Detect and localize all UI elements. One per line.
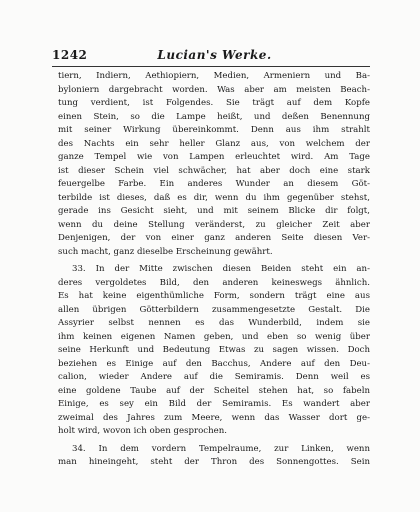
text-line: Einige, es sey ein Bild der Semiramis. Es wandert aber: [58, 399, 370, 409]
text-line: ganze Tempel wie von Lampen erleuchtet wird. Am Tage: [58, 152, 370, 162]
text-line: einen Stein, so die Lampe heißt, und deßen Benennung: [58, 111, 370, 122]
text-line: man hineingeht, steht der Thron des Sonnengottes. Sein: [58, 457, 370, 467]
text-line: deres vergoldetes Bild, den anderen keineswegs ähnlich.: [58, 277, 370, 288]
paragraph: [58, 443, 370, 470]
page-header: [52, 48, 370, 66]
text-line: seine Herkunft und Bedeutung Etwas zu sagen wissen. Doch: [58, 345, 370, 355]
text-line: ihm keinen eigenen Namen geben, und eben so wenig über: [58, 331, 370, 342]
text-line: gerade ins Gesicht sieht, und mit seinem Blicke dir folgt,: [58, 206, 370, 216]
text-line: mit seiner Wirkung übereinkommt. Denn aus ihm strahlt: [58, 125, 370, 135]
text-line: tiern, Indiern, Aethiopiern, Medien, Armeniern und Ba-: [58, 71, 370, 81]
body-text: [58, 70, 370, 470]
paragraph: [58, 70, 370, 259]
text-line: Assyrier selbst nennen es das Wunderbild, indem sie: [58, 318, 370, 328]
text-line: eine goldene Taube auf der Scheitel stehen hat, so fabeln: [58, 385, 370, 396]
text-line: calion, wieder Andere auf die Semiramis. Denn weil es: [58, 372, 370, 382]
text-line: zweimal des Jahres zum Meere, wenn das Wasser dort ge-: [58, 412, 370, 423]
text-line: feuergelbe Farbe. Ein anderes Wunder an diesem Göt-: [58, 179, 370, 189]
text-line: allen übrigen Götterbildern zusammengesetzte Gestalt. Die: [58, 304, 370, 315]
text-line: byloniern dargebracht worden. Was aber am meisten Beach-: [58, 84, 370, 95]
text-line: terbilde ist dieses, daß es dir, wenn du ihm gegenüber stehst,: [58, 192, 370, 203]
text-line: holt wird, wovon ich oben gesprochen.: [58, 426, 227, 436]
text-line: wenn du deine Stellung veränderst, zu gleicher Zeit aber: [58, 219, 370, 230]
text-line: 34. In dem vordern Tempelraume, zur Linken, wenn: [72, 443, 370, 454]
text-line: beziehen es Einige auf den Bacchus, Andere auf den Deu-: [58, 358, 370, 369]
text-line: des Nachts ein sehr heller Glanz aus, von welchem der: [58, 138, 370, 149]
header-rule: [52, 66, 370, 67]
text-line: tung verdient, ist Folgendes. Sie trägt auf dem Kopfe: [58, 98, 370, 108]
text-line: 33. In der Mitte zwischen diesen Beiden steht ein an-: [72, 264, 370, 274]
paragraph: [58, 263, 370, 439]
text-line: Es hat keine eigenthümliche Form, sondern trägt eine aus: [58, 291, 370, 301]
text-line: such macht, ganz dieselbe Erscheinung gewährt.: [58, 246, 273, 257]
running-head: Lucian's Werke.: [157, 48, 272, 62]
text-line: Denjenigen, der von einer ganz anderen Seite diesen Ver-: [58, 233, 370, 243]
text-line: ist dieser Schein viel schwächer, hat aber doch eine stark: [58, 165, 370, 176]
page-number: 1242: [52, 48, 88, 62]
